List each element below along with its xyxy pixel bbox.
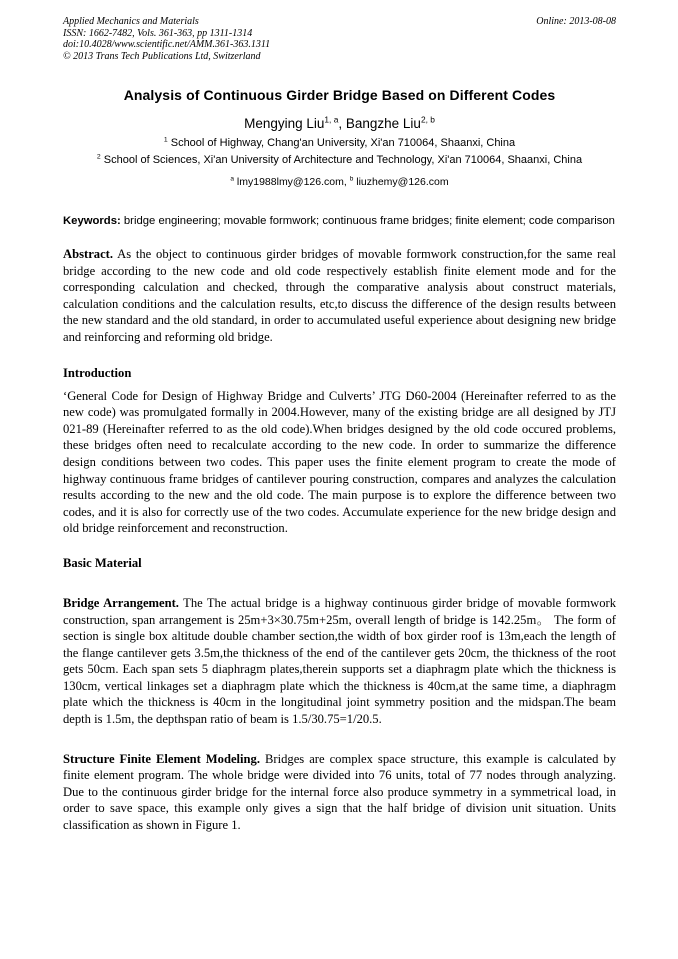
author-1-name: Mengying Liu — [244, 116, 325, 131]
authors-separator: , — [338, 116, 346, 131]
author-2-superscript: 2, b — [420, 114, 435, 125]
online-date: Online: 2013-08-08 — [536, 16, 616, 27]
authors-line — [63, 116, 616, 131]
email-b-superscript: b — [349, 175, 354, 183]
affiliation-2-superscript: 2 — [96, 153, 101, 161]
abstract-label: Abstract. — [63, 247, 114, 261]
journal-issn-line: ISSN: 1662-7482, Vols. 361-363, pp 1311-1314 — [63, 27, 253, 39]
affiliation-1-superscript: 1 — [163, 136, 168, 144]
bridge-arrangement-paragraph — [63, 595, 616, 728]
bridge-arrangement-text: The The actual bridge is a highway continuous girder bridge of movable formwork construction, span arrangement is 25m+3×30.75m+25m, overall length of bridge is 142.25m。 The form of section is single box altitude double chamber section,the width of box girder roof is 13m,each the length of the flange cantilever gets 3.5m,the thickness of the end of the cantilever gets 20cm, the thickness of the root gets 50cm. Each span sets 5 diaphragm plates,therein supports set a diaphragm plate which the thickness is 130cm, vertical linkages set a diaphragm plate which the thickness is 40cm,at the same time, a diaphragm plate which the thickness is 40cm in the longitudinal joint symmetry position and the midspan.The beam depth is 1.5m, the depthspan ratio of beam is 1.5/30.75=1/20.5. — [63, 595, 616, 727]
section-heading-introduction: Introduction — [63, 365, 132, 380]
section-heading-basic-material: Basic Material — [63, 555, 142, 570]
introduction-paragraph: ‘General Code for Design of Highway Bridge and Culverts’ JTG D60-2004 (Hereinafter referred to as the new code) was promulgated formally in 2004.However, many of the existing bridge are all designed by JTJ 021-89 (Hereinafter referred to as the old code).When bridges designed by the old code occured problems, these bridges often need to recalculate according to the new code. In order to summarize the difference design conditions between two codes. This paper uses the finite element program to create the mode of highway continuous frame bridges of cantilever pouring construction, compares and analyzes the calculation results according to the new and the old code. The main purpose is to explore the difference between two codes, and it is also for correctly use of the two codes. Accumulate experience for the new bridge design and old bridge reinforcement and reconstruction. — [63, 388, 616, 536]
affiliation-1-text: School of Highway, Chang'an University, Xi'an 710064, Shaanxi, China — [167, 137, 516, 149]
fem-paragraph — [63, 751, 616, 834]
abstract-text: As the object to continuous girder bridges of movable formwork construction,for the same real bridge according to the new code and old code respectively establish finite element mode and for the corresponding calculation and checked, through the comparative analysis about construct materials, calculation conditions and the calculation results, etc,to discuss the difference of the design results between the new standard and the old standard, in order to accumulated useful experience about designing new bridge and reinforcing and reforming old bridge. — [63, 247, 616, 344]
keywords-text: bridge engineering; movable formwork; continuous frame bridges; finite element; code comparison — [120, 215, 615, 227]
affiliation-1 — [63, 137, 616, 149]
affiliation-2 — [23, 154, 656, 166]
journal-doi-line: doi:10.4028/www.scientific.net/AMM.361-363.1311 — [63, 39, 271, 50]
journal-name: Applied Mechanics and Materials — [63, 16, 199, 27]
paper-title: Analysis of Continuous Girder Bridge Based on Different Codes — [123, 87, 556, 103]
fem-text: Bridges are complex space structure, this example is calculated by finite element program. The whole bridge were divided into 76 units, total of 77 nodes through analyzing. Due to the continuous girder bridge for the internal force also produce symmetry in a symmetrical load, in order to save space, this example only gives a sign that the half bridge of division unit situation. Units classification as shown in Figure 1. — [63, 751, 616, 833]
author-1-superscript: 1, a — [324, 114, 339, 125]
bridge-arrangement-label: Bridge Arrangement. — [63, 595, 179, 610]
journal-header — [63, 16, 616, 62]
email-b-text: liuzhemy@126.com — [353, 176, 449, 188]
email-a-superscript: a — [230, 175, 234, 183]
keywords-label: Keywords: — [63, 215, 121, 227]
keywords-block — [63, 213, 616, 229]
author-emails-line — [63, 176, 616, 188]
email-a-text: lmy1988lmy@126.com, — [234, 176, 350, 188]
journal-copyright-line: © 2013 Trans Tech Publications Ltd, Switzerland — [63, 50, 261, 62]
affiliation-2-text: School of Sciences, Xi'an University of Architecture and Technology, Xi'an 710064, Shaanxi, China — [100, 154, 583, 166]
author-2-name: Bangzhe Liu — [345, 116, 421, 131]
abstract-paragraph — [63, 246, 616, 346]
journal-header-left — [63, 16, 270, 62]
fem-label: Structure Finite Element Modeling. — [63, 751, 261, 766]
